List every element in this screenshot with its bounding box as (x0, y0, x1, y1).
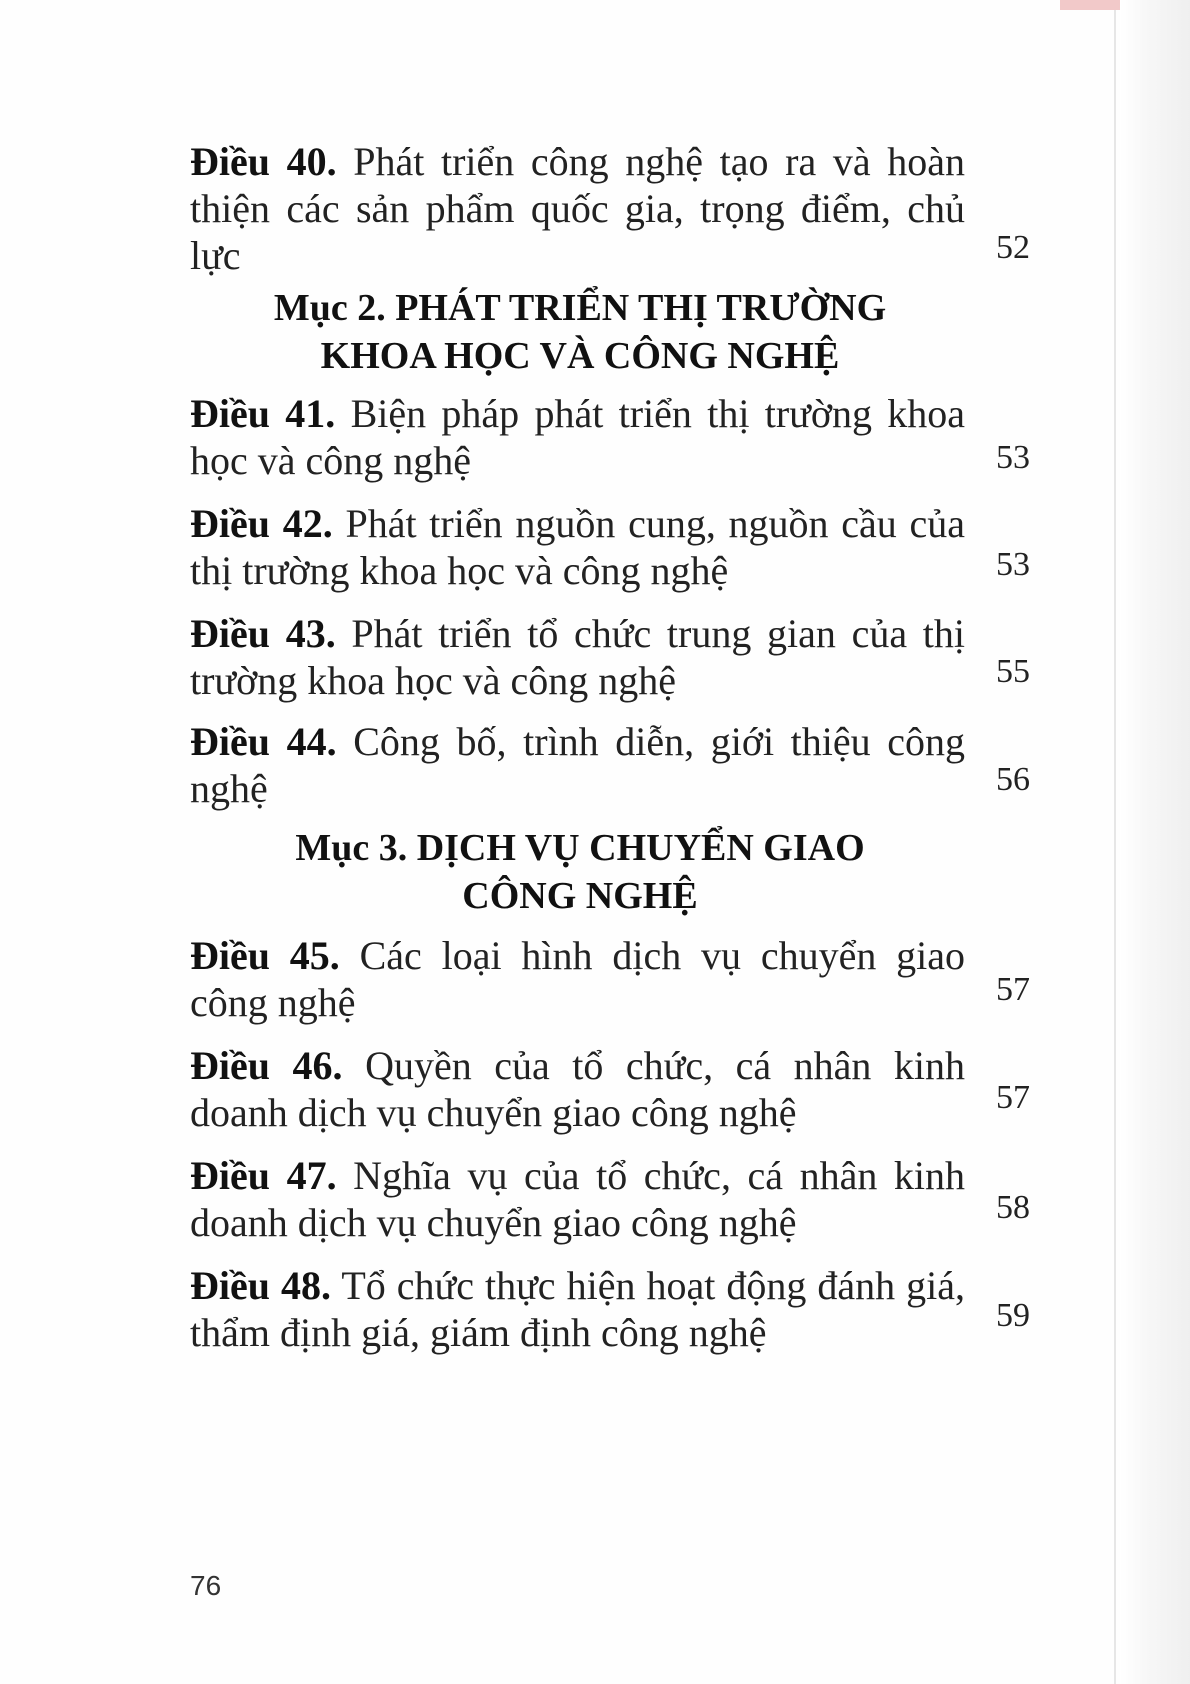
section-heading-line: Mục 2. PHÁT TRIỂN THỊ TRƯỜNG (273, 287, 887, 329)
toc-entry-page-47: 58 (996, 1189, 1030, 1226)
toc-entry-label: Điều 43. (190, 611, 336, 656)
toc-entry-label: Điều 47. (190, 1153, 337, 1198)
toc-entry-label: Điều 42. (190, 501, 333, 546)
toc-entry-title: Công bố, trình diễn, giới thiệu công nghệ (190, 719, 966, 811)
toc-entry-title: Quyền của tổ chức, cá nhân kinh doanh dịch vụ chuyển giao công nghệ (190, 1043, 966, 1135)
toc-entry-page-46: 57 (996, 1079, 1030, 1116)
toc-entry-title: Phát triển tổ chức trung gian của thị trường khoa học và công nghệ (190, 611, 966, 703)
toc-entry-label: Điều 46. (190, 1043, 343, 1088)
toc-entry-page-43: 55 (996, 653, 1030, 690)
section-heading-3 (190, 824, 970, 920)
section-heading-line: KHOA HỌC VÀ CÔNG NGHỆ (320, 335, 840, 377)
section-heading-line: Mục 3. DỊCH VỤ CHUYỂN GIAO (295, 827, 865, 869)
toc-entry-label: Điều 48. (190, 1263, 332, 1308)
toc-entry-label: Điều 44. (190, 719, 337, 764)
toc-entry-page-40: 52 (996, 229, 1030, 266)
toc-entry-title: Các loại hình dịch vụ chuyển giao công nghệ (190, 933, 965, 1025)
toc-entry-title: Biện pháp phát triển thị trường khoa học và công nghệ (190, 391, 966, 483)
toc-entry-title: Tổ chức thực hiện hoạt động đánh giá, thẩm định giá, giám định công nghệ (190, 1263, 966, 1355)
section-heading-2 (190, 284, 970, 380)
toc-entry-title: Phát triển nguồn cung, nguồn cầu của thị trường khoa học và công nghệ (190, 501, 966, 593)
section-heading-line: CÔNG NGHỆ (462, 875, 698, 917)
toc-entry-page-42: 53 (996, 546, 1030, 583)
toc-entry-page-48: 59 (996, 1297, 1030, 1334)
toc-entry-title: Phát triển công nghệ tạo ra và hoàn thiện các sản phẩm quốc gia, trọng điểm, chủ lực (190, 139, 965, 278)
toc-entry-label: Điều 41. (190, 391, 336, 436)
toc-entry-page-45: 57 (996, 971, 1030, 1008)
toc-entry-page-41: 53 (996, 439, 1030, 476)
page-number: 76 (190, 1570, 222, 1601)
toc-entry-title: Nghĩa vụ của tổ chức, cá nhân kinh doanh dịch vụ chuyển giao công nghệ (190, 1153, 965, 1245)
toc-entry-label: Điều 40. (190, 139, 337, 184)
toc-entry-label: Điều 45. (190, 933, 340, 978)
toc-entry-page-44: 56 (996, 761, 1030, 798)
